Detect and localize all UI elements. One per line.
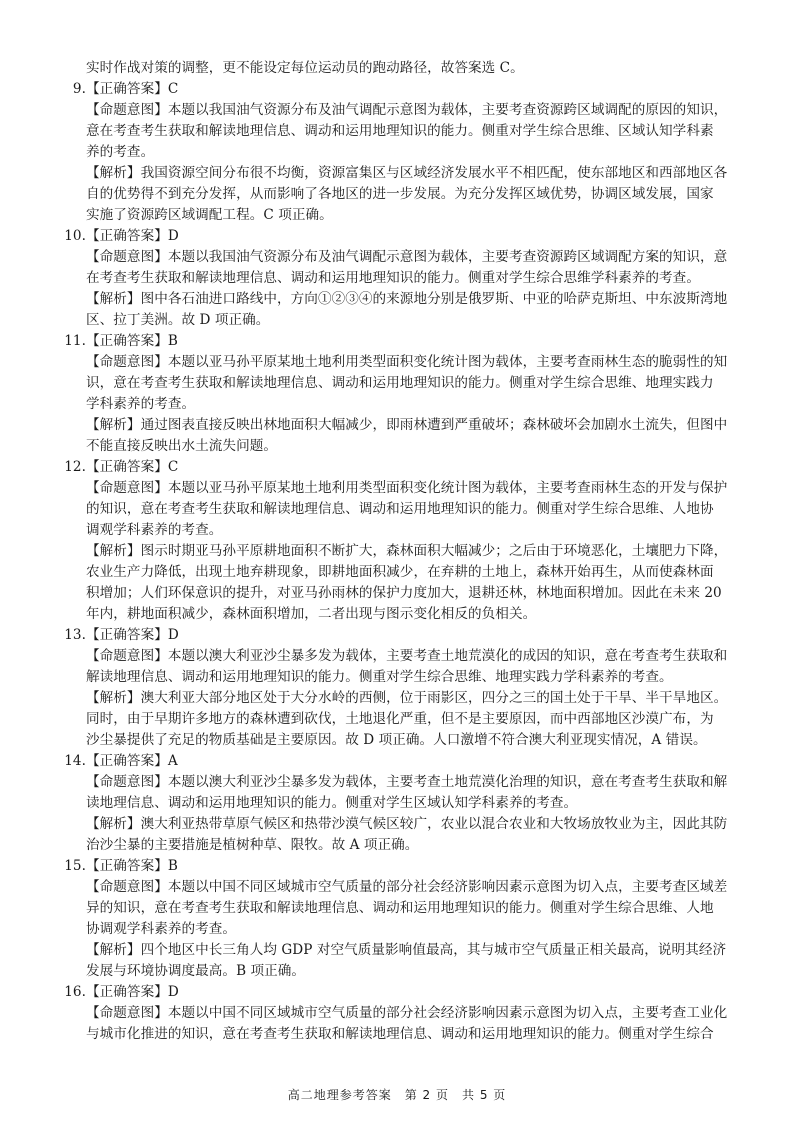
question-number: 15.: [64, 858, 86, 874]
intent-line: 协调观学科素养的考查。: [86, 921, 237, 937]
answer-item: [62, 751, 752, 856]
intent-line: 调观学科素养的考查。: [86, 522, 223, 538]
intent-line: 【命题意图】本题以澳大利亚沙尘暴多发为载体，主要考查土地荒漠化的成因的知识，意在考查考生获取和: [86, 648, 728, 664]
correct-answer: 【正确答案】C: [86, 81, 179, 97]
question-number: 10.: [64, 228, 86, 244]
correct-answer: 【正确答案】D: [86, 984, 179, 1000]
intent-line: 的知识，意在考查考生获取和解读地理信息、调动和运用地理知识的能力。侧重对学生综合思维、人地协: [86, 501, 714, 517]
analysis-line: 【解析】四个地区中长三角人均 GDP 对空气质量影响值最高，其与城市空气质量正相关最高，说明其经济: [86, 942, 727, 958]
question-number: 12.: [64, 459, 86, 475]
question-number: 13.: [64, 627, 86, 643]
analysis-line: 沙尘暴提供了充足的物质基础是主要原因。故 D 项正确。人口激增不符合澳大利亚现实情况，A 错误。: [86, 732, 707, 748]
answer-item: [62, 457, 752, 625]
answer-heading: [62, 79, 752, 100]
correct-answer: 【正确答案】D: [86, 228, 179, 244]
intent-line: 异的知识，意在考查考生获取和解读地理信息、调动和运用地理知识的能力。侧重对学生综合思维、人地: [86, 900, 714, 916]
analysis-line: 不能直接反映出水土流失问题。: [86, 438, 278, 454]
question-number: 11.: [64, 333, 86, 349]
analysis-line: 【解析】图中各石油进口路线中，方向①②③④的来源地分别是俄罗斯、中亚的哈萨克斯坦、中东波斯湾地: [86, 291, 728, 307]
answer-heading: [62, 982, 752, 1003]
answer-heading: [62, 457, 752, 478]
answer-heading: [62, 625, 752, 646]
intent-line: 解读地理信息、调动和运用地理知识的能力。侧重对学生综合思维、地理实践力学科素养的考查。: [86, 669, 673, 685]
answer-heading: [62, 751, 752, 772]
answer-item: [62, 856, 752, 982]
analysis-line: 发展与环境协调度最高。B 项正确。: [86, 963, 306, 979]
answer-item: [62, 625, 752, 751]
correct-answer: 【正确答案】C: [86, 459, 179, 475]
answer-heading: [62, 331, 752, 352]
intent-line: 【命题意图】本题以我国油气资源分布及油气调配示意图为载体，主要考查资源跨区域调配的原因的知识，: [86, 102, 728, 118]
analysis-line: 【解析】我国资源空间分布很不均衡，资源富集区与区域经济发展水平不相匹配，使东部地区和西部地区各: [86, 165, 728, 181]
correct-answer: 【正确答案】B: [86, 333, 178, 349]
answer-heading: [62, 226, 752, 247]
intent-line: 识，意在考查考生获取和解读地理信息、调动和运用地理知识的能力。侧重对学生综合思维、地理实践力: [86, 375, 714, 391]
answer-heading: [62, 856, 752, 877]
analysis-line: 【解析】通过图表直接反映出林地面积大幅减少，即雨林遭到严重破坏；森林破坏会加剧水土流失，但图中: [86, 417, 728, 433]
answer-content: [62, 58, 752, 1045]
intent-line: 与城市化推进的知识，意在考查考生获取和解读地理信息、调动和运用地理知识的能力。侧重对学生综合: [86, 1026, 714, 1042]
question-number: 14.: [64, 753, 86, 769]
correct-answer: 【正确答案】D: [86, 627, 179, 643]
correct-answer: 【正确答案】B: [86, 858, 178, 874]
intent-line: 【命题意图】本题以中国不同区域城市空气质量的部分社会经济影响因素示意图为切入点，主要考查区域差: [86, 879, 728, 895]
intent-line: 【命题意图】本题以亚马孙平原某地土地利用类型面积变化统计图为载体，主要考查雨林生态的脆弱性的知: [86, 354, 728, 370]
analysis-line: 【解析】图示时期亚马孙平原耕地面积不断扩大，森林面积大幅减少；之后由于环境恶化，土壤肥力下降，: [86, 543, 728, 559]
analysis-line: 【解析】澳大利亚大部分地区处于大分水岭的西侧，位于雨影区，四分之三的国土处于干旱、半干旱地区。: [86, 690, 728, 706]
answer-item: [62, 79, 752, 226]
analysis-line: 【解析】澳大利亚热带草原气候区和热带沙漠气候区较广，农业以混合农业和大牧场放牧业为主，因此其防: [86, 816, 728, 832]
analysis-line: 年内，耕地面积减少，森林面积增加，二者出现与图示变化相反的负相关。: [86, 606, 537, 622]
analysis-line: 农业生产力降低，出现土地弃耕现象，即耕地面积减少，在弃耕的土地上，森林开始再生，从而使森林面: [86, 564, 714, 580]
intent-line: 意在考查考生获取和解读地理信息、调动和运用地理知识的能力。侧重对学生综合思维、区域认知学科素: [86, 123, 714, 139]
intent-line: 【命题意图】本题以澳大利亚沙尘暴多发为载体，主要考查土地荒漠化治理的知识，意在考查考生获取和解: [86, 774, 728, 790]
analysis-line: 区、拉丁美洲。故 D 项正确。: [86, 312, 270, 328]
intent-line: 【命题意图】本题以亚马孙平原某地土地利用类型面积变化统计图为载体，主要考查雨林生态的开发与保护: [86, 480, 728, 496]
intent-line: 学科素养的考查。: [86, 396, 196, 412]
answer-item: [62, 226, 752, 331]
correct-answer: 【正确答案】A: [86, 753, 178, 769]
analysis-line: 自的优势得不到充分发挥，从而影响了各地区的进一步发展。为充分发挥区域优势，协调区域发展，国家: [86, 186, 714, 202]
analysis-line: 治沙尘暴的主要措施是植树种草、限牧。故 A 项正确。: [86, 837, 419, 853]
intent-line: 【命题意图】本题以中国不同区域城市空气质量的部分社会经济影响因素示意图为切入点，主要考查工业化: [86, 1005, 728, 1021]
analysis-line: 积增加；人们环保意识的提升，对亚马孙雨林的保护力度加大，退耕还林，林地面积增加。因此在未来 20: [86, 585, 722, 601]
intent-line: 在考查考生获取和解读地理信息、调动和运用地理知识的能力。侧重对学生综合思维学科素养的考查。: [86, 270, 700, 286]
intent-line: 养的考查。: [86, 144, 155, 160]
page-footer: 高二地理参考答案 第 2 页 共 5 页: [287, 1088, 507, 1102]
intent-line: 【命题意图】本题以我国油气资源分布及油气调配示意图为载体，主要考查资源跨区域调配方案的知识，意: [86, 249, 728, 265]
question-number: 16.: [64, 984, 86, 1000]
analysis-line: 实施了资源跨区域调配工程。C 项正确。: [86, 207, 333, 223]
answer-item: [62, 331, 752, 457]
intent-line: 读地理信息、调动和运用地理知识的能力。侧重对学生区域认知学科素养的考查。: [86, 795, 578, 811]
analysis-line: 同时，由于早期许多地方的森林遭到砍伐，土地退化严重，但不是主要原因，而中西部地区沙漠广布，为: [86, 711, 714, 727]
answer-item: [62, 982, 752, 1045]
question-number: 9.: [72, 81, 86, 97]
intro-line: 实时作战对策的调整，更不能设定每位运动员的跑动路径，故答案选 C。: [86, 60, 524, 76]
